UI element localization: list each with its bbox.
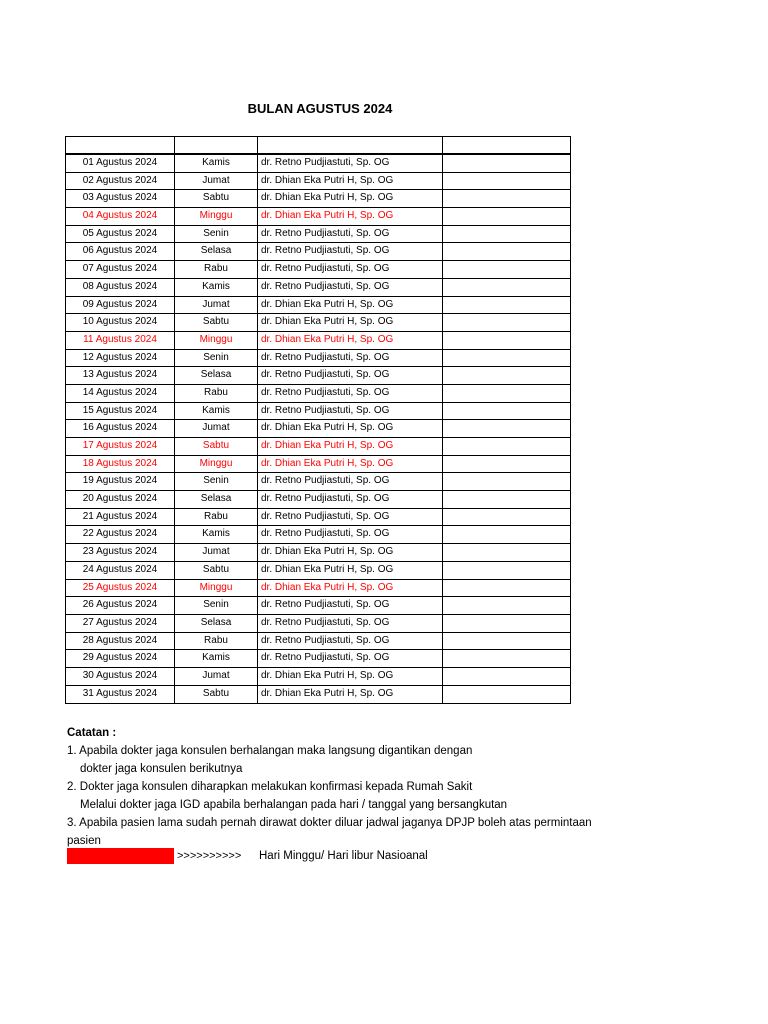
doctor-cell: dr. Dhian Eka Putri H, Sp. OG — [258, 314, 443, 331]
table-row — [66, 544, 570, 562]
extra-cell — [443, 403, 570, 420]
date-cell: 18 Agustus 2024 — [66, 456, 175, 473]
extra-cell — [443, 668, 570, 685]
extra-cell — [443, 279, 570, 296]
date-cell: 09 Agustus 2024 — [66, 297, 175, 314]
day-cell: Senin — [175, 350, 258, 367]
extra-cell — [443, 173, 570, 190]
date-cell: 14 Agustus 2024 — [66, 385, 175, 402]
table-row — [66, 615, 570, 633]
doctor-cell: dr. Retno Pudjiastuti, Sp. OG — [258, 243, 443, 260]
table-row — [66, 208, 570, 226]
day-cell: Minggu — [175, 208, 258, 225]
table-row — [66, 668, 570, 686]
schedule-body — [66, 155, 570, 703]
table-row — [66, 562, 570, 580]
date-cell: 10 Agustus 2024 — [66, 314, 175, 331]
extra-cell — [443, 580, 570, 597]
page-title: BULAN AGUSTUS 2024 — [247, 101, 393, 116]
legend — [67, 848, 667, 864]
date-cell: 07 Agustus 2024 — [66, 261, 175, 278]
table-row — [66, 226, 570, 244]
table-row — [66, 314, 570, 332]
date-cell: 28 Agustus 2024 — [66, 633, 175, 650]
extra-cell — [443, 562, 570, 579]
extra-cell — [443, 190, 570, 207]
extra-cell — [443, 261, 570, 278]
extra-cell — [443, 332, 570, 349]
extra-cell — [443, 297, 570, 314]
day-cell: Senin — [175, 226, 258, 243]
doctor-cell: dr. Dhian Eka Putri H, Sp. OG — [258, 190, 443, 207]
note-line: dokter jaga konsulen berikutnya — [80, 763, 243, 775]
day-cell: Rabu — [175, 509, 258, 526]
table-row — [66, 332, 570, 350]
note-line: 3. Apabila pasien lama sudah pernah dirawat dokter diluar jadwal jaganya DPJP boleh atas permintaan — [67, 817, 592, 829]
legend-text: Hari Minggu/ Hari libur Nasioanal — [259, 850, 428, 862]
day-cell: Minggu — [175, 580, 258, 597]
note-line: Melalui dokter jaga IGD apabila berhalangan pada hari / tanggal yang bersangkutan — [80, 799, 508, 811]
table-row — [66, 403, 570, 421]
table-row — [66, 279, 570, 297]
table-header-row — [66, 137, 570, 155]
doctor-cell: dr. Retno Pudjiastuti, Sp. OG — [258, 597, 443, 614]
doctor-cell: dr. Retno Pudjiastuti, Sp. OG — [258, 491, 443, 508]
extra-cell — [443, 226, 570, 243]
day-cell: Senin — [175, 473, 258, 490]
table-row — [66, 633, 570, 651]
doctor-cell: dr. Retno Pudjiastuti, Sp. OG — [258, 350, 443, 367]
header-cell-extra — [443, 137, 570, 153]
date-cell: 27 Agustus 2024 — [66, 615, 175, 632]
extra-cell — [443, 155, 570, 172]
doctor-cell: dr. Retno Pudjiastuti, Sp. OG — [258, 385, 443, 402]
day-cell: Sabtu — [175, 190, 258, 207]
extra-cell — [443, 456, 570, 473]
day-cell: Rabu — [175, 385, 258, 402]
doctor-cell: dr. Retno Pudjiastuti, Sp. OG — [258, 403, 443, 420]
note-line: 2. Dokter jaga konsulen diharapkan melakukan konfirmasi kepada Rumah Sakit — [67, 781, 473, 793]
day-cell: Jumat — [175, 668, 258, 685]
date-cell: 22 Agustus 2024 — [66, 526, 175, 543]
day-cell: Selasa — [175, 367, 258, 384]
date-cell: 02 Agustus 2024 — [66, 173, 175, 190]
extra-cell — [443, 491, 570, 508]
doctor-cell: dr. Dhian Eka Putri H, Sp. OG — [258, 438, 443, 455]
day-cell: Selasa — [175, 615, 258, 632]
table-row — [66, 456, 570, 474]
doctor-cell: dr. Dhian Eka Putri H, Sp. OG — [258, 297, 443, 314]
notes-heading: Catatan : — [67, 727, 117, 739]
extra-cell — [443, 243, 570, 260]
doctor-cell: dr. Dhian Eka Putri H, Sp. OG — [258, 332, 443, 349]
legend-arrows: >>>>>>>>>> — [177, 850, 242, 862]
extra-cell — [443, 473, 570, 490]
doctor-cell: dr. Dhian Eka Putri H, Sp. OG — [258, 686, 443, 704]
day-cell: Minggu — [175, 332, 258, 349]
extra-cell — [443, 597, 570, 614]
day-cell: Jumat — [175, 173, 258, 190]
date-cell: 25 Agustus 2024 — [66, 580, 175, 597]
table-row — [66, 297, 570, 315]
table-row — [66, 686, 570, 704]
table-row — [66, 261, 570, 279]
date-cell: 06 Agustus 2024 — [66, 243, 175, 260]
table-row — [66, 491, 570, 509]
extra-cell — [443, 420, 570, 437]
doctor-cell: dr. Retno Pudjiastuti, Sp. OG — [258, 509, 443, 526]
table-row — [66, 350, 570, 368]
date-cell: 15 Agustus 2024 — [66, 403, 175, 420]
doctor-cell: dr. Retno Pudjiastuti, Sp. OG — [258, 261, 443, 278]
date-cell: 03 Agustus 2024 — [66, 190, 175, 207]
day-cell: Jumat — [175, 297, 258, 314]
day-cell: Senin — [175, 597, 258, 614]
day-cell: Sabtu — [175, 438, 258, 455]
date-cell: 23 Agustus 2024 — [66, 544, 175, 561]
doctor-cell: dr. Retno Pudjiastuti, Sp. OG — [258, 155, 443, 172]
header-cell-date — [66, 137, 175, 153]
table-row — [66, 526, 570, 544]
extra-cell — [443, 633, 570, 650]
date-cell: 12 Agustus 2024 — [66, 350, 175, 367]
table-row — [66, 385, 570, 403]
table-row — [66, 473, 570, 491]
note-line: 1. Apabila dokter jaga konsulen berhalangan maka langsung digantikan dengan — [67, 745, 473, 757]
doctor-cell: dr. Dhian Eka Putri H, Sp. OG — [258, 562, 443, 579]
day-cell: Kamis — [175, 155, 258, 172]
date-cell: 30 Agustus 2024 — [66, 668, 175, 685]
doctor-cell: dr. Retno Pudjiastuti, Sp. OG — [258, 650, 443, 667]
doctor-cell: dr. Retno Pudjiastuti, Sp. OG — [258, 279, 443, 296]
doctor-cell: dr. Dhian Eka Putri H, Sp. OG — [258, 173, 443, 190]
date-cell: 20 Agustus 2024 — [66, 491, 175, 508]
holiday-color-swatch — [67, 848, 174, 864]
doctor-cell: dr. Dhian Eka Putri H, Sp. OG — [258, 544, 443, 561]
day-cell: Selasa — [175, 243, 258, 260]
day-cell: Minggu — [175, 456, 258, 473]
table-row — [66, 173, 570, 191]
date-cell: 13 Agustus 2024 — [66, 367, 175, 384]
notes-section — [67, 724, 687, 850]
day-cell: Sabtu — [175, 562, 258, 579]
doctor-cell: dr. Dhian Eka Putri H, Sp. OG — [258, 456, 443, 473]
doctor-cell: dr. Retno Pudjiastuti, Sp. OG — [258, 526, 443, 543]
doctor-cell: dr. Dhian Eka Putri H, Sp. OG — [258, 668, 443, 685]
day-cell: Kamis — [175, 403, 258, 420]
day-cell: Sabtu — [175, 314, 258, 331]
extra-cell — [443, 526, 570, 543]
date-cell: 11 Agustus 2024 — [66, 332, 175, 349]
date-cell: 05 Agustus 2024 — [66, 226, 175, 243]
header-cell-day — [175, 137, 258, 153]
date-cell: 01 Agustus 2024 — [66, 155, 175, 172]
table-row — [66, 155, 570, 173]
date-cell: 26 Agustus 2024 — [66, 597, 175, 614]
date-cell: 19 Agustus 2024 — [66, 473, 175, 490]
table-row — [66, 243, 570, 261]
doctor-cell: dr. Dhian Eka Putri H, Sp. OG — [258, 580, 443, 597]
date-cell: 04 Agustus 2024 — [66, 208, 175, 225]
header-cell-doctor — [258, 137, 443, 153]
date-cell: 08 Agustus 2024 — [66, 279, 175, 296]
date-cell: 29 Agustus 2024 — [66, 650, 175, 667]
day-cell: Jumat — [175, 420, 258, 437]
day-cell: Jumat — [175, 544, 258, 561]
table-row — [66, 509, 570, 527]
extra-cell — [443, 544, 570, 561]
day-cell: Kamis — [175, 279, 258, 296]
extra-cell — [443, 650, 570, 667]
date-cell: 21 Agustus 2024 — [66, 509, 175, 526]
extra-cell — [443, 615, 570, 632]
table-row — [66, 420, 570, 438]
day-cell: Rabu — [175, 261, 258, 278]
date-cell: 31 Agustus 2024 — [66, 686, 175, 704]
doctor-cell: dr. Retno Pudjiastuti, Sp. OG — [258, 367, 443, 384]
doctor-cell: dr. Dhian Eka Putri H, Sp. OG — [258, 208, 443, 225]
date-cell: 17 Agustus 2024 — [66, 438, 175, 455]
date-cell: 24 Agustus 2024 — [66, 562, 175, 579]
note-line: pasien — [67, 835, 101, 847]
day-cell: Kamis — [175, 526, 258, 543]
extra-cell — [443, 686, 570, 704]
date-cell: 16 Agustus 2024 — [66, 420, 175, 437]
extra-cell — [443, 208, 570, 225]
day-cell: Rabu — [175, 633, 258, 650]
schedule-table — [65, 136, 571, 704]
table-row — [66, 580, 570, 598]
extra-cell — [443, 385, 570, 402]
doctor-cell: dr. Retno Pudjiastuti, Sp. OG — [258, 633, 443, 650]
doctor-cell: dr. Retno Pudjiastuti, Sp. OG — [258, 473, 443, 490]
doctor-cell: dr. Retno Pudjiastuti, Sp. OG — [258, 226, 443, 243]
table-row — [66, 438, 570, 456]
table-row — [66, 650, 570, 668]
extra-cell — [443, 350, 570, 367]
doctor-cell: dr. Dhian Eka Putri H, Sp. OG — [258, 420, 443, 437]
day-cell: Sabtu — [175, 686, 258, 704]
day-cell: Kamis — [175, 650, 258, 667]
day-cell: Selasa — [175, 491, 258, 508]
extra-cell — [443, 438, 570, 455]
extra-cell — [443, 367, 570, 384]
doctor-cell: dr. Retno Pudjiastuti, Sp. OG — [258, 615, 443, 632]
extra-cell — [443, 509, 570, 526]
table-row — [66, 190, 570, 208]
extra-cell — [443, 314, 570, 331]
table-row — [66, 597, 570, 615]
table-row — [66, 367, 570, 385]
